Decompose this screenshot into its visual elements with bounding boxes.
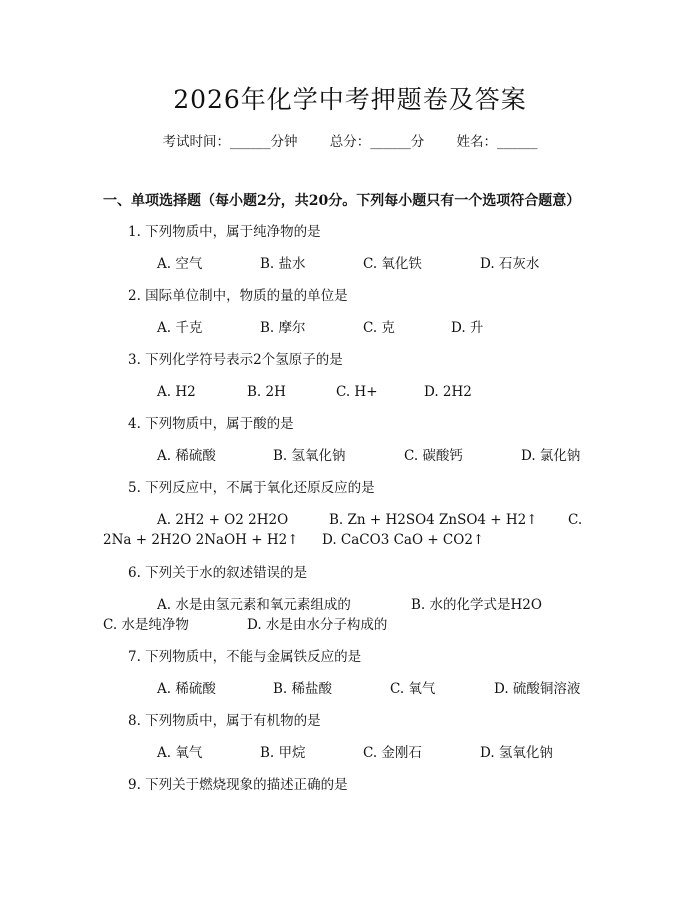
option-d: D. 氢氧化钠 xyxy=(480,745,553,761)
option-c: C. 水是纯净物 xyxy=(103,617,189,633)
option-b: B. 2H xyxy=(247,384,286,400)
option-d: D. 硫酸铜溶液 xyxy=(494,681,581,697)
option-c: C. 克 xyxy=(363,320,395,336)
page-title: 2026年化学中考押题卷及答案 xyxy=(173,85,527,114)
exam-name: 姓名：______ xyxy=(456,134,538,150)
question-stem: 5. 下列反应中，不属于氧化还原反应的是 xyxy=(128,480,375,496)
exam-time: 考试时间：______分钟 xyxy=(162,134,298,150)
option-b: B. Zn + H2SO4 ZnSO4 + H2↑ xyxy=(329,512,538,528)
option-a: A. 稀硫酸 xyxy=(157,448,216,464)
option-a: A. 千克 xyxy=(157,320,203,336)
option-b: B. 氢氧化钠 xyxy=(273,448,346,464)
question-stem: 8. 下列物质中，属于有机物的是 xyxy=(128,713,321,729)
option-a: A. 2H2 + O2 2H2O xyxy=(157,512,289,528)
option-b: B. 水的化学式是H2O xyxy=(411,597,542,613)
question-stem: 4. 下列物质中，属于酸的是 xyxy=(128,416,294,432)
option-c-equation: 2Na + 2H2O 2NaOH + H2↑ xyxy=(103,532,299,548)
option-d: D. 氯化钠 xyxy=(521,448,581,464)
question-stem: 7. 下列物质中，不能与金属铁反应的是 xyxy=(128,649,362,665)
option-d: D. 2H2 xyxy=(424,384,472,400)
question-stem: 3. 下列化学符号表示2个氢原子的是 xyxy=(128,352,343,368)
section-title: 一、单项选择题（每小题2分，共20分。下列每小题只有一个选项符合题意） xyxy=(103,193,581,209)
option-a: A. 稀硫酸 xyxy=(157,681,216,697)
exam-info xyxy=(0,130,700,150)
option-a: A. 水是由氢元素和氧元素组成的 xyxy=(157,597,351,613)
option-a: A. 氧气 xyxy=(157,745,203,761)
option-a: A. 空气 xyxy=(157,256,203,272)
option-b: B. 甲烷 xyxy=(260,745,306,761)
question-stem: 9. 下列关于燃烧现象的描述正确的是 xyxy=(128,777,348,793)
option-c: C. 碳酸钙 xyxy=(404,448,463,464)
question-stem: 2. 国际单位制中，物质的量的单位是 xyxy=(128,288,348,304)
option-c: C. 氧气 xyxy=(390,681,436,697)
option-b: B. 盐水 xyxy=(260,256,306,272)
option-c: C. xyxy=(568,512,583,528)
question-stem: 1. 下列物质中，属于纯净物的是 xyxy=(128,224,321,240)
exam-score: 总分：______分 xyxy=(329,134,425,150)
option-c: C. 金刚石 xyxy=(363,745,422,761)
option-d: D. 升 xyxy=(451,320,484,336)
option-c: C. H+ xyxy=(336,384,378,400)
option-a: A. H2 xyxy=(157,384,196,400)
option-d: D. 石灰水 xyxy=(480,256,540,272)
option-c: C. 氧化铁 xyxy=(363,256,422,272)
option-b: B. 稀盐酸 xyxy=(273,681,333,697)
question-stem: 6. 下列关于水的叙述错误的是 xyxy=(128,565,308,581)
option-d: D. 水是由水分子构成的 xyxy=(247,617,388,633)
option-b: B. 摩尔 xyxy=(260,320,306,336)
option-d: D. CaCO3 CaO + CO2↑ xyxy=(322,532,485,548)
